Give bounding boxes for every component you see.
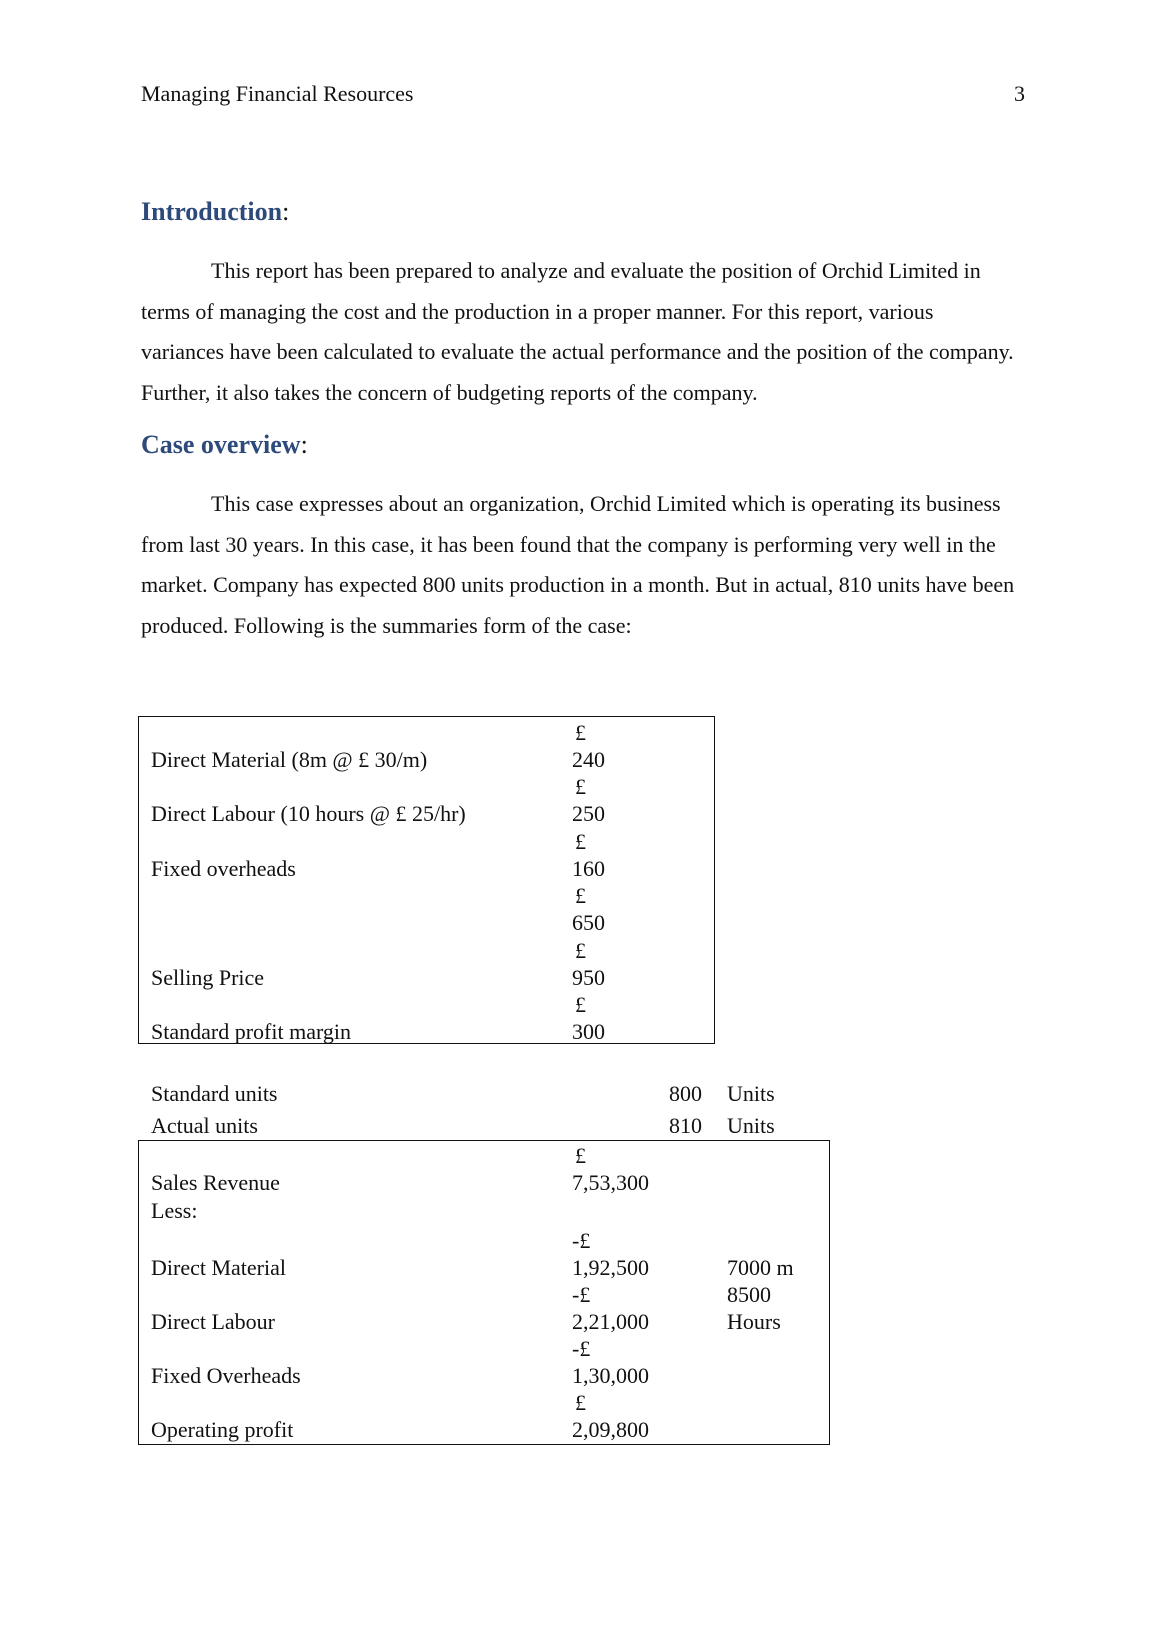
case-overview-paragraph-text: This case expresses about an organization, Orchid Limited which is operating its business from last 30 years. In this case, it has been found that the company is performing very well in the market. Company has expected 800 units production in a month. But in actual, 810 units have been produced. Following is the summaries form of the case: [141, 491, 1015, 638]
running-header-title: Managing Financial Resources [141, 81, 414, 106]
row-value: 650 [572, 910, 605, 935]
introduction-heading-colon: : [282, 197, 290, 226]
row-value: 2,21,000 [572, 1309, 649, 1334]
units-value: 810 [669, 1113, 702, 1138]
row-label: Standard profit margin [151, 1019, 351, 1044]
row-value: 160 [572, 856, 605, 881]
row-value: 250 [572, 801, 605, 826]
case-overview-heading-colon: : [300, 430, 308, 459]
row-label: Fixed Overheads [151, 1363, 301, 1388]
row-currency: -£ [572, 1336, 591, 1361]
row-label: Fixed overheads [151, 856, 296, 881]
row-label: Operating profit [151, 1417, 294, 1442]
introduction-heading [141, 197, 289, 227]
row-label: Direct Labour [151, 1309, 275, 1334]
row-value: 300 [572, 1019, 605, 1044]
units-unit: Units [727, 1081, 775, 1106]
row-currency: £ [575, 992, 586, 1017]
row-note: 8500 [727, 1282, 771, 1307]
case-overview-paragraph [141, 484, 1021, 646]
row-value: 950 [572, 965, 605, 990]
units-label: Actual units [151, 1113, 258, 1138]
row-label: Sales Revenue [151, 1170, 280, 1195]
row-note: 7000 m [727, 1255, 794, 1280]
row-currency: £ [575, 883, 586, 908]
case-overview-heading [141, 430, 308, 460]
row-currency: £ [575, 1390, 586, 1415]
row-label: Selling Price [151, 965, 265, 990]
units-label: Standard units [151, 1081, 278, 1106]
less-label: Less: [151, 1198, 198, 1223]
row-value: 7,53,300 [572, 1170, 649, 1195]
row-currency: £ [575, 938, 586, 963]
row-value: 240 [572, 747, 605, 772]
row-currency: £ [575, 774, 586, 799]
row-note: Hours [727, 1309, 781, 1334]
units-unit: Units [727, 1113, 775, 1138]
row-label: Direct Material [151, 1255, 286, 1280]
row-currency: £ [575, 1143, 586, 1168]
row-label: Direct Material (8m @ £ 30/m) [151, 747, 428, 772]
row-currency: £ [575, 720, 586, 745]
row-value: 1,30,000 [572, 1363, 649, 1388]
case-overview-heading-text: Case overview [141, 430, 301, 459]
introduction-paragraph [141, 251, 1021, 413]
row-currency: -£ [572, 1282, 591, 1307]
row-currency: £ [575, 829, 586, 854]
units-value: 800 [669, 1081, 702, 1106]
row-label: Direct Labour (10 hours @ £ 25/hr) [151, 801, 466, 826]
introduction-paragraph-text: This report has been prepared to analyze and evaluate the position of Orchid Limited in terms of managing the cost and the production in a proper manner. For this report, various variances have been calculated to evaluate the actual performance and the position of the company. Further, it also takes the concern of budgeting reports of the company. [141, 258, 1014, 405]
row-currency: -£ [572, 1228, 591, 1253]
row-value: 2,09,800 [572, 1417, 649, 1442]
page-number: 3 [1014, 81, 1025, 106]
row-value: 1,92,500 [572, 1255, 649, 1280]
introduction-heading-text: Introduction [141, 197, 283, 226]
